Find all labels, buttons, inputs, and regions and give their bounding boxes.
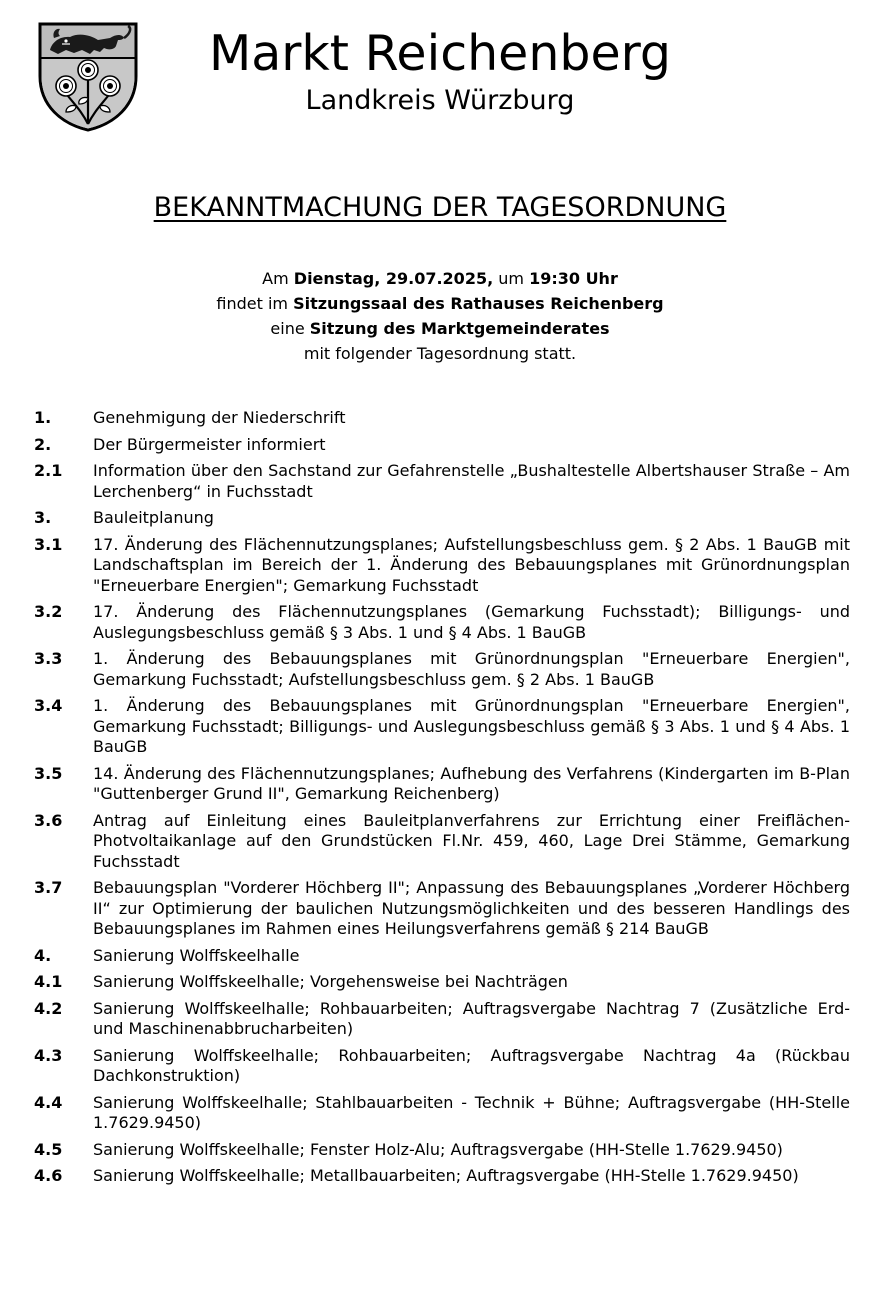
agenda-item-text: Sanierung Wolffskeelhalle; Stahlbauarbeiten - Technik + Bühne; Auftragsvergabe (HH-Stelle 1.7629.9450) xyxy=(93,1092,850,1132)
agenda-item xyxy=(34,946,850,967)
agenda-item xyxy=(34,878,850,940)
meeting-date: Dienstag, 29.07.2025, xyxy=(293,269,494,288)
agenda-item-text: Der Bürgermeister informiert xyxy=(93,434,326,454)
agenda-item-number: 4. xyxy=(34,945,52,965)
agenda-item-number: 4.5 xyxy=(34,1139,63,1159)
agenda-item-number: 3.6 xyxy=(34,810,63,830)
intro-line-meeting xyxy=(0,316,880,341)
intro-line-place xyxy=(0,291,880,316)
intro-text: findet im xyxy=(216,294,294,313)
agenda-item xyxy=(34,1166,850,1187)
agenda-item xyxy=(34,1093,850,1134)
agenda-item-number: 3.2 xyxy=(34,602,63,621)
agenda-item xyxy=(34,435,850,456)
agenda-item xyxy=(34,408,850,429)
document-title: BEKANNTMACHUNG DER TAGESORDNUNG xyxy=(153,192,727,223)
agenda-item-number: 4.1 xyxy=(34,972,63,991)
agenda-item-number: 4.4 xyxy=(34,1092,63,1112)
agenda-item-text: Sanierung Wolffskeelhalle; Fenster Holz-Alu; Auftragsvergabe (HH-Stelle 1.7629.9450) xyxy=(93,1139,783,1159)
agenda-item-number: 4.3 xyxy=(34,1045,63,1065)
municipality-name: Markt Reichenberg xyxy=(208,25,672,82)
agenda-item-text: Sanierung Wolffskeelhalle; Rohbauarbeiten; Auftragsvergabe Nachtrag 7 (Zusätzliche Erd- und Maschinenabbrucharbeiten) xyxy=(93,998,850,1038)
agenda-item-number: 4.2 xyxy=(34,998,63,1018)
municipal-crest-logo xyxy=(36,20,140,132)
agenda-item-number: 3.5 xyxy=(34,763,63,783)
agenda-item-number: 3.7 xyxy=(34,878,63,897)
agenda-item-number: 3.4 xyxy=(34,696,63,715)
agenda-item-text: 17. Änderung des Flächennutzungsplanes; Aufstellungsbeschluss gem. § 2 Abs. 1 BauGB mit Landschaftsplan im Bereich der 1. Änderung des Bebauungsplanes mit Grünordnungsplan "Erneuerbare Energien"; Gemarkung Fuchsstadt xyxy=(93,534,850,595)
agenda-item xyxy=(34,461,850,502)
agenda-item-text: Genehmigung der Niederschrift xyxy=(93,408,346,427)
agenda-item-text: Information über den Sachstand zur Gefahrenstelle „Bushaltestelle Albertshauser Straße – Am Lerchenberg“ in Fuchsstadt xyxy=(93,461,850,501)
agenda-item xyxy=(34,649,850,690)
agenda-item xyxy=(34,1140,850,1161)
agenda-item-number: 4.6 xyxy=(34,1166,63,1185)
agenda-item-text: 1. Änderung des Bebauungsplanes mit Grünordnungsplan "Erneuerbare Energien", Gemarkung Fuchsstadt; Billigungs- und Auslegungsbeschluss gemäß § 3 Abs. 1 und § 4 Abs. 1 BauGB xyxy=(93,696,850,756)
agenda-item-text: Sanierung Wolffskeelhalle; Rohbauarbeiten; Auftragsvergabe Nachtrag 4a (Rückbau Dachkonstruktion) xyxy=(93,1045,850,1085)
meeting-time: 19:30 Uhr xyxy=(529,269,618,288)
agenda-item xyxy=(34,972,850,993)
intro-line-date xyxy=(0,266,880,291)
meeting-type: Sitzung des Marktgemeinderates xyxy=(309,319,610,338)
agenda-item-number: 3.3 xyxy=(34,649,63,668)
agenda-item xyxy=(34,999,850,1040)
district-name: Landkreis Würzburg xyxy=(305,85,575,116)
agenda-item xyxy=(34,535,850,597)
agenda-item xyxy=(34,811,850,873)
agenda-item-number: 3.1 xyxy=(34,534,63,554)
agenda-item xyxy=(34,1046,850,1087)
agenda-item xyxy=(34,696,850,758)
agenda-item xyxy=(34,602,850,643)
meeting-place: Sitzungssaal des Rathauses Reichenberg xyxy=(293,294,664,313)
agenda-item-number: 2. xyxy=(34,434,52,454)
agenda-item-number: 1. xyxy=(34,408,52,427)
agenda-item-text: Bauleitplanung xyxy=(93,508,214,527)
agenda-item-text: Sanierung Wolffskeelhalle xyxy=(93,945,300,965)
intro-text: um xyxy=(493,269,530,288)
agenda-item-number: 3. xyxy=(34,508,52,527)
agenda-item-text: Sanierung Wolffskeelhalle; Metallbauarbeiten; Auftragsvergabe (HH-Stelle 1.7629.9450) xyxy=(93,1166,799,1185)
agenda-item xyxy=(34,508,850,529)
intro-text: eine xyxy=(270,319,310,338)
agenda-item-text: 17. Änderung des Flächennutzungsplanes (Gemarkung Fuchsstadt); Billigungs- und Auslegungsbeschluss gemäß § 3 Abs. 1 und § 4 Abs. 1 BauGB xyxy=(93,602,850,642)
agenda-item xyxy=(34,764,850,805)
meeting-intro xyxy=(0,266,880,366)
agenda-list xyxy=(34,408,850,1193)
agenda-item-text: Antrag auf Einleitung eines Bauleitplanverfahrens zur Errichtung einer Freiflächen-Photvoltaikanlage auf den Grundstücken Fl.Nr. 459, 460, Lage Drei Stämme, Gemarkung Fuchsstadt xyxy=(93,810,850,871)
agenda-item-number: 2.1 xyxy=(34,461,63,480)
agenda-item-text: 1. Änderung des Bebauungsplanes mit Grünordnungsplan "Erneuerbare Energien", Gemarkung Fuchsstadt; Aufstellungsbeschluss gem. § 2 Abs. 1 BauGB xyxy=(93,649,850,689)
agenda-item-text: 14. Änderung des Flächennutzungsplanes; Aufhebung des Verfahrens (Kindergarten im B-Plan "Guttenberger Grund II", Gemarkung Reichenberg) xyxy=(93,763,850,803)
intro-text: Am xyxy=(262,269,294,288)
intro-line-agenda: mit folgender Tagesordnung statt. xyxy=(303,344,577,363)
agenda-item-text: Bebauungsplan "Vorderer Höchberg II"; Anpassung des Bebauungsplanes „Vorderer Höchberg II“ zur Optimierung der baulichen Nutzungsmöglichkeiten und des besseren Handlings des Bebauungsplanes im Rahmen eines Heilungsverfahrens gemäß § 214 BauGB xyxy=(93,878,850,938)
agenda-item-text: Sanierung Wolffskeelhalle; Vorgehensweise bei Nachträgen xyxy=(93,972,568,991)
